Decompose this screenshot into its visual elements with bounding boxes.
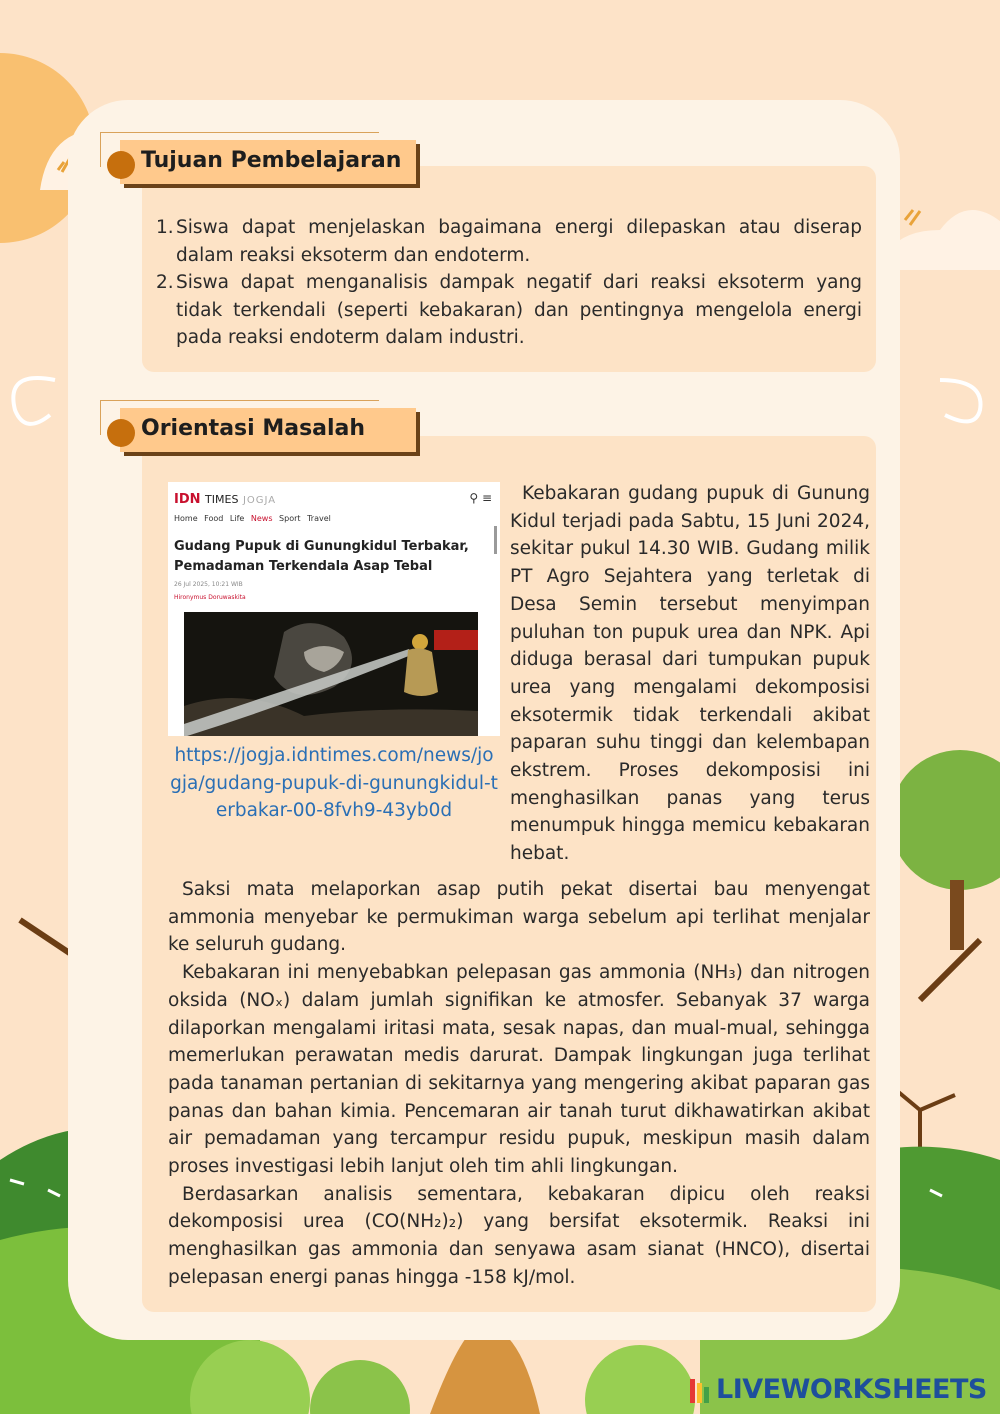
section-header-problem (120, 408, 420, 454)
nav-item-news: News (250, 514, 273, 523)
source-link[interactable]: https://jogja.idntimes.com/news/jogja/gudang-pupuk-di-gunungkidul-terbakar-00-8fvh9-43yb0d (170, 745, 498, 821)
logo-times: TIMES (205, 493, 239, 506)
brand-mark-icon (690, 1377, 710, 1405)
tree-decoration-right (890, 750, 1000, 890)
list-number: 2. (156, 272, 174, 293)
nav-item-food: Food (204, 514, 224, 523)
fire-photo (184, 612, 478, 736)
logo-city: JOGJA (242, 495, 277, 506)
paragraph-impact: Kebakaran ini menyebabkan pelepasan gas ammonia (NH₃) dan nitrogen oksida (NOₓ) dalam jumlah signifikan ke atmosfer. Sebanyak 37 warga dilaporkan mengalami iritasi mata, sesak napas, dan mual-mual, sehingga memerlukan perawatan medis darurat. Dampak lingkungan juga terlihat pada tanaman pertanian di sekitarnya yang mengering akibat paparan gas panas dan bahan kimia. Pencemaran air tanah turut dikhawatirkan akibat air pemadaman yang tercampur residu pupuk, meskipun masih dalam proses investigasi lebih lanjut oleh tim ahli lingkungan. (168, 962, 870, 1178)
swirl-decoration-left (13, 378, 55, 424)
section-header-objectives (120, 140, 420, 186)
bush-decoration (310, 1360, 410, 1414)
list-number: 1. (156, 217, 174, 238)
news-author: Hironymus Doruwaskita (174, 594, 246, 601)
nav-item-sport: Sport (279, 514, 301, 523)
news-date: 26 Jul 2025, 10:21 WIB (174, 581, 243, 588)
list-item (158, 214, 862, 269)
list-item (158, 269, 862, 352)
objectives-list (158, 214, 862, 352)
news-header-icons (469, 491, 492, 505)
news-headline: Gudang Pupuk di Gunungkidul Terbakar, Pemadaman Terkendala Asap Tebal (174, 539, 469, 574)
body-text (168, 876, 870, 1292)
objective-text: Siswa dapat menganalisis dampak negatif dari reaksi eksoterm yang tidak terkendali (seperti kebakaran) dan pentingnya mengelola energi pada reaksi endoterm dalam industri. (176, 272, 862, 348)
brand-name: LIVEWORKSHEETS (716, 1374, 987, 1405)
scrollbar-thumb (494, 526, 497, 554)
tree-trunk (950, 880, 964, 950)
search-icon: ⚲ (469, 491, 479, 505)
news-logo (174, 492, 276, 507)
nav-item-home: Home (174, 514, 198, 523)
brand-logo (690, 1374, 990, 1410)
news-screenshot (168, 482, 500, 736)
paragraph-analysis: Berdasarkan analisis sementara, kebakaran dipicu oleh reaksi dekomposisi urea (CO(NH₂)₂) yang bersifat eksotermik. Reaksi ini menghasilkan gas ammonia dan senyawa asam sianat (HNCO), disertai pelepasan energi panas hingga -158 kJ/mol. (168, 1183, 870, 1288)
menu-icon: ≡ (481, 491, 492, 505)
bush-decoration (585, 1345, 695, 1414)
nav-item-travel: Travel (307, 514, 331, 523)
news-nav (174, 514, 335, 523)
bullet-dot-icon (107, 419, 135, 447)
fire-glow (434, 630, 478, 650)
bullet-dot-icon (107, 151, 135, 179)
paragraph-incident: Kebakaran gudang pupuk di Gunung Kidul terjadi pada Sabtu, 15 Juni 2024, sekitar pukul 14.30 WIB. Gudang milik PT Agro Sejahtera yang terletak di Desa Semin tersebut menyimpan puluhan ton pupuk urea dan NPK. Api diduga berasal dari tumpukan pupuk urea yang mengalami dekomposisi eksotermik tidak terkendali akibat paparan suhu tinggi dan kelembapan ekstrem. Proses dekomposisi ini menghasilkan panas yang terus menumpuk hingga memicu kebakaran hebat. (510, 483, 870, 865)
paragraph-witness: Saksi mata melaporkan asap putih pekat disertai bau menyengat ammonia menyebar ke permukiman warga sebelum api terlihat menjalar ke seluruh gudang. (168, 879, 870, 956)
objective-text: Siswa dapat menjelaskan bagaimana energi dilepaskan atau diserap dalam reaksi eksoterm dan endoterm. (176, 217, 862, 266)
logo-idn: IDN (174, 492, 201, 507)
section-title: Tujuan Pembelajaran (141, 148, 402, 173)
firefighter-helmet (412, 634, 428, 650)
nav-item-life: Life (229, 514, 245, 523)
windmill-blade (920, 1095, 955, 1110)
section-title: Orientasi Masalah (141, 416, 366, 441)
swirl-decoration-right (940, 380, 981, 421)
spark-decoration-right (905, 210, 920, 225)
